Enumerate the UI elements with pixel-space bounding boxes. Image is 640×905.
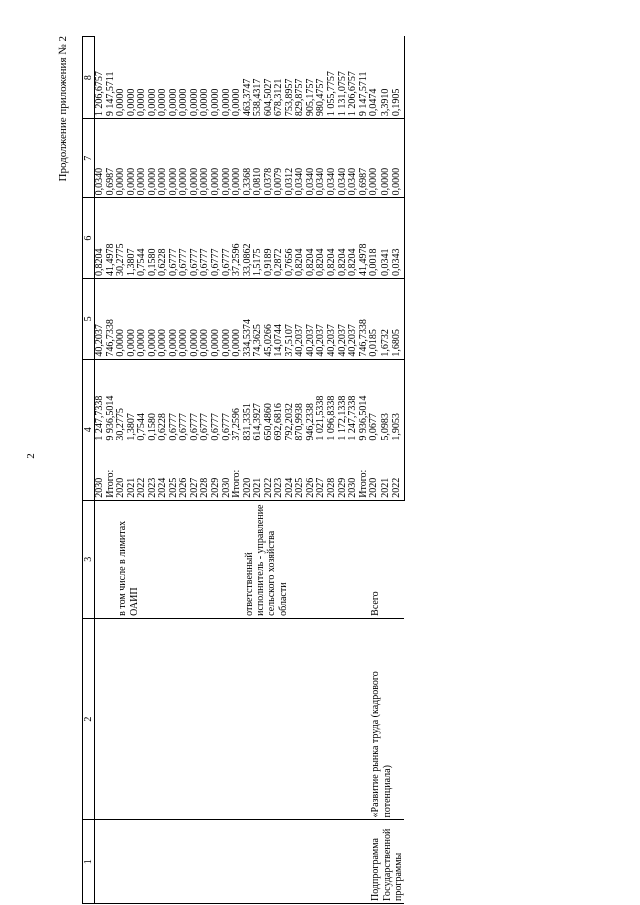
row-label-c3: Всего xyxy=(369,500,404,618)
value-col-8: 9 147,5711 xyxy=(359,37,370,119)
value-col-4: 831,3351 xyxy=(241,403,253,441)
value-col-6: 30,2775 xyxy=(116,198,127,279)
value-col-7: 0,0000 xyxy=(127,119,138,198)
value-col-5: 0,0000 xyxy=(137,278,148,359)
year-cell: 2030 xyxy=(222,443,233,501)
year-cell: Итого: xyxy=(232,443,243,501)
value-col-7: 0,0000 xyxy=(148,119,159,198)
value-col-8: 0,0000 xyxy=(137,37,148,119)
value-col-4: 0,1580 xyxy=(146,413,158,441)
value-col-7: 0,0000 xyxy=(232,119,243,198)
value-col-8: 829,8757 xyxy=(295,37,306,119)
value-col-5: 40,2037 xyxy=(338,278,349,359)
year-cell: Итого: xyxy=(106,443,117,501)
value-col-8: 3,3910 xyxy=(381,37,393,119)
value-col-4: 0,6777 xyxy=(178,413,190,441)
value-col-5: 40,2037 xyxy=(306,278,317,359)
value-col-4: 9 936,5014 xyxy=(104,395,116,441)
value-col-8: 1 055,7757 xyxy=(327,37,338,119)
table-row xyxy=(243,37,254,904)
row-label-c2 xyxy=(95,618,117,820)
value-col-7: 0,6987 xyxy=(106,119,117,198)
column-number-row xyxy=(83,37,95,904)
year-cell: 2021 xyxy=(127,443,138,501)
row-label-c3: ответственный исполнитель - управление сельского хозяйства области xyxy=(243,500,370,618)
value-col-5: 45,0266 xyxy=(264,278,275,359)
value-col-8: 0,0000 xyxy=(169,37,180,119)
year-cell: 2023 xyxy=(274,443,285,501)
budget-table xyxy=(82,36,405,904)
value-col-4: 692,6816 xyxy=(273,403,285,441)
year-cell: 2027 xyxy=(190,443,201,501)
table-body xyxy=(95,37,405,904)
value-col-6: 0,8204 xyxy=(295,198,306,279)
column-number: 8 xyxy=(83,37,95,119)
row-label-c3: в том числе в лимитах ОАИП xyxy=(116,500,243,618)
value-col-5: 40,2037 xyxy=(327,278,338,359)
value-col-6: 41,4978 xyxy=(106,198,117,279)
value-col-8: 980,4757 xyxy=(316,37,327,119)
year-cell: 2024 xyxy=(158,443,169,501)
value-col-6: 0,6228 xyxy=(158,198,169,279)
value-col-6: 0,0341 xyxy=(381,198,393,279)
value-col-4: 0,6777 xyxy=(210,413,222,441)
year-cell: 2028 xyxy=(327,443,338,501)
value-col-6: 0,1580 xyxy=(148,198,159,279)
value-col-7: 0,0000 xyxy=(392,119,404,198)
year-cell: 2020 xyxy=(243,443,254,501)
value-col-8: 1 131,0757 xyxy=(338,37,349,119)
value-col-8: 1 206,6757 xyxy=(95,37,106,119)
year-cell: 2021 xyxy=(381,443,393,501)
value-col-8: 0,0000 xyxy=(158,37,169,119)
value-col-4: 0,0677 xyxy=(368,413,380,441)
year-cell: 2020 xyxy=(116,443,127,501)
value-col-4: 0,6228 xyxy=(157,413,169,441)
value-col-5: 0,0000 xyxy=(169,278,180,359)
value-col-4: 0,6777 xyxy=(199,413,211,441)
row-label-c1: Подпрограмма Государственной программы xyxy=(369,820,404,904)
value-col-5: 0,0000 xyxy=(158,278,169,359)
value-col-7: 0,0000 xyxy=(137,119,148,198)
value-col-7: 0,6987 xyxy=(359,119,370,198)
year-cell: 2025 xyxy=(295,443,306,501)
value-col-7: 0,0312 xyxy=(285,119,296,198)
value-col-8: 0,0000 xyxy=(211,37,222,119)
value-col-6: 1,3807 xyxy=(127,198,138,279)
year-cell: 2022 xyxy=(392,443,404,501)
value-col-4: 946,2338 xyxy=(304,403,316,441)
value-col-4: 5,0983 xyxy=(379,413,391,441)
value-col-7: 0,3368 xyxy=(243,119,254,198)
value-col-6: 0,6777 xyxy=(169,198,180,279)
value-col-5: 40,2037 xyxy=(95,278,106,359)
rotated-page-content xyxy=(56,36,618,904)
value-col-4: 1 172,1338 xyxy=(336,395,348,441)
value-col-6: 0,6777 xyxy=(190,198,201,279)
value-col-5: 0,0000 xyxy=(190,278,201,359)
value-col-4: 1 021,5338 xyxy=(315,395,327,441)
value-col-5: 0,0000 xyxy=(179,278,190,359)
value-col-6: 0,8204 xyxy=(95,198,106,279)
value-col-5: 0,0000 xyxy=(232,278,243,359)
row-label-c1 xyxy=(116,820,243,904)
value-col-4: 0,6777 xyxy=(188,413,200,441)
value-col-7: 0,0000 xyxy=(169,119,180,198)
value-col-8: 0,0000 xyxy=(179,37,190,119)
value-col-8: 604,5027 xyxy=(264,37,275,119)
value-col-8: 0,0000 xyxy=(222,37,233,119)
value-col-6: 0,6777 xyxy=(200,198,211,279)
value-col-7: 0,0340 xyxy=(306,119,317,198)
value-col-7: 0,0000 xyxy=(222,119,233,198)
appendix-caption: Продолжение приложения № 2 xyxy=(57,36,69,182)
year-cell: 2025 xyxy=(169,443,180,501)
value-col-4: 37,2596 xyxy=(231,408,243,441)
value-col-4: 30,2775 xyxy=(115,408,127,441)
value-col-6: 0,9189 xyxy=(264,198,275,279)
year-cell: 2028 xyxy=(200,443,211,501)
value-col-7: 0,0000 xyxy=(179,119,190,198)
value-col-7: 0,0378 xyxy=(264,119,275,198)
value-col-6: 0,8204 xyxy=(338,198,349,279)
year-cell: 2020 xyxy=(369,443,381,501)
year-cell: 2021 xyxy=(253,443,264,501)
value-col-8: 0,0474 xyxy=(369,37,381,119)
value-col-8: 905,1757 xyxy=(306,37,317,119)
year-cell: 2030 xyxy=(348,443,359,501)
value-col-4: 614,3927 xyxy=(252,403,264,441)
value-col-6: 0,6777 xyxy=(211,198,222,279)
value-col-6: 0,7656 xyxy=(285,198,296,279)
value-col-4: 870,9938 xyxy=(294,403,306,441)
value-col-8: 0,1905 xyxy=(392,37,404,119)
value-col-8: 0,0000 xyxy=(200,37,211,119)
value-col-8: 463,3747 xyxy=(243,37,254,119)
row-label-c2: «Развитие рынка труда (кадрового потенциала) xyxy=(369,618,404,820)
table-row xyxy=(369,37,381,904)
value-col-4: 1 247,7338 xyxy=(94,395,105,441)
row-label-c2 xyxy=(243,618,370,820)
value-col-8: 0,0000 xyxy=(232,37,243,119)
value-col-4: 1 247,7338 xyxy=(347,395,359,441)
value-col-7: 0,0000 xyxy=(381,119,393,198)
value-col-7: 0,0340 xyxy=(348,119,359,198)
value-col-8: 0,0000 xyxy=(190,37,201,119)
column-number: 7 xyxy=(83,119,95,198)
value-col-5: 746,7338 xyxy=(359,278,370,359)
value-col-6: 0,6777 xyxy=(179,198,190,279)
row-label-c2 xyxy=(116,618,243,820)
value-col-5: 14,0744 xyxy=(274,278,285,359)
column-number: 5 xyxy=(83,278,95,359)
year-cell: Итого: xyxy=(359,443,370,501)
table-row xyxy=(95,37,106,904)
value-col-4: 9 936,5014 xyxy=(357,395,369,441)
value-col-6: 0,8204 xyxy=(348,198,359,279)
value-col-5: 40,2037 xyxy=(348,278,359,359)
value-col-8: 753,8957 xyxy=(285,37,296,119)
value-col-4: 792,2032 xyxy=(283,403,295,441)
row-label-c1 xyxy=(95,820,117,904)
year-cell: 2022 xyxy=(264,443,275,501)
value-col-8: 538,4317 xyxy=(253,37,264,119)
value-col-7: 0,0000 xyxy=(200,119,211,198)
value-col-8: 678,3121 xyxy=(274,37,285,119)
year-cell: 2022 xyxy=(137,443,148,501)
value-col-7: 0,0340 xyxy=(95,119,106,198)
year-cell: 2023 xyxy=(148,443,159,501)
value-col-5: 40,2037 xyxy=(295,278,306,359)
value-col-8: 0,0000 xyxy=(116,37,127,119)
value-col-7: 0,0079 xyxy=(274,119,285,198)
value-col-7: 0,0340 xyxy=(316,119,327,198)
value-col-7: 0,0340 xyxy=(338,119,349,198)
value-col-5: 74,3625 xyxy=(253,278,264,359)
year-cell: 2029 xyxy=(338,443,349,501)
value-col-4: 0,7544 xyxy=(136,413,148,441)
value-col-5: 746,7338 xyxy=(106,278,117,359)
value-col-6: 0,7544 xyxy=(137,198,148,279)
column-number: 4 xyxy=(83,359,95,500)
value-col-8: 9 147,5711 xyxy=(106,37,117,119)
column-number: 6 xyxy=(83,198,95,279)
row-label-c3 xyxy=(95,500,117,618)
value-col-5: 334,5374 xyxy=(243,278,254,359)
year-cell: 2029 xyxy=(211,443,222,501)
value-col-7: 0,0000 xyxy=(158,119,169,198)
value-col-6: 33,0862 xyxy=(243,198,254,279)
value-col-8: 0,0000 xyxy=(127,37,138,119)
year-cell: 2024 xyxy=(285,443,296,501)
page-number: 2 xyxy=(24,453,37,459)
value-col-5: 0,0000 xyxy=(116,278,127,359)
value-col-5: 40,2037 xyxy=(316,278,327,359)
year-cell: 2026 xyxy=(306,443,317,501)
value-col-5: 0,0185 xyxy=(369,278,381,359)
column-number: 3 xyxy=(83,500,95,618)
value-col-7: 0,0000 xyxy=(116,119,127,198)
value-col-6: 1,5175 xyxy=(253,198,264,279)
value-col-6: 41,4978 xyxy=(359,198,370,279)
value-col-7: 0,0000 xyxy=(211,119,222,198)
value-col-4: 650,4860 xyxy=(262,403,274,441)
value-col-6: 0,8204 xyxy=(316,198,327,279)
value-col-6: 0,0018 xyxy=(369,198,381,279)
value-col-6: 0,0343 xyxy=(392,198,404,279)
value-col-7: 0,0810 xyxy=(253,119,264,198)
value-col-5: 0,0000 xyxy=(222,278,233,359)
table-row xyxy=(116,37,127,904)
value-col-7: 0,0340 xyxy=(327,119,338,198)
value-col-6: 37,2596 xyxy=(232,198,243,279)
row-label-c1 xyxy=(243,820,370,904)
value-col-4: 0,6777 xyxy=(167,413,179,441)
value-col-6: 0,2872 xyxy=(274,198,285,279)
value-col-4: 0,6777 xyxy=(220,413,232,441)
column-number: 1 xyxy=(83,820,95,904)
value-col-5: 0,0000 xyxy=(211,278,222,359)
value-col-4: 1,9053 xyxy=(392,359,404,443)
column-number: 2 xyxy=(83,618,95,820)
value-col-7: 0,0000 xyxy=(369,119,381,198)
year-cell: 2027 xyxy=(316,443,327,501)
value-col-7: 0,0000 xyxy=(190,119,201,198)
value-col-5: 0,0000 xyxy=(127,278,138,359)
value-col-5: 1,6732 xyxy=(381,278,393,359)
value-col-6: 0,6777 xyxy=(222,198,233,279)
value-col-6: 0,8204 xyxy=(306,198,317,279)
value-col-4: 1,3807 xyxy=(125,413,137,441)
value-col-8: 0,0000 xyxy=(148,37,159,119)
value-col-8: 1 206,6757 xyxy=(348,37,359,119)
value-col-5: 37,5107 xyxy=(285,278,296,359)
year-cell: 2026 xyxy=(179,443,190,501)
value-col-5: 0,0000 xyxy=(200,278,211,359)
value-col-7: 0,0340 xyxy=(295,119,306,198)
value-col-5: 0,0000 xyxy=(148,278,159,359)
value-col-4: 1 096,8338 xyxy=(326,395,338,441)
value-col-6: 0,8204 xyxy=(327,198,338,279)
value-col-5: 1,6805 xyxy=(392,278,404,359)
year-cell: 2030 xyxy=(95,443,106,501)
